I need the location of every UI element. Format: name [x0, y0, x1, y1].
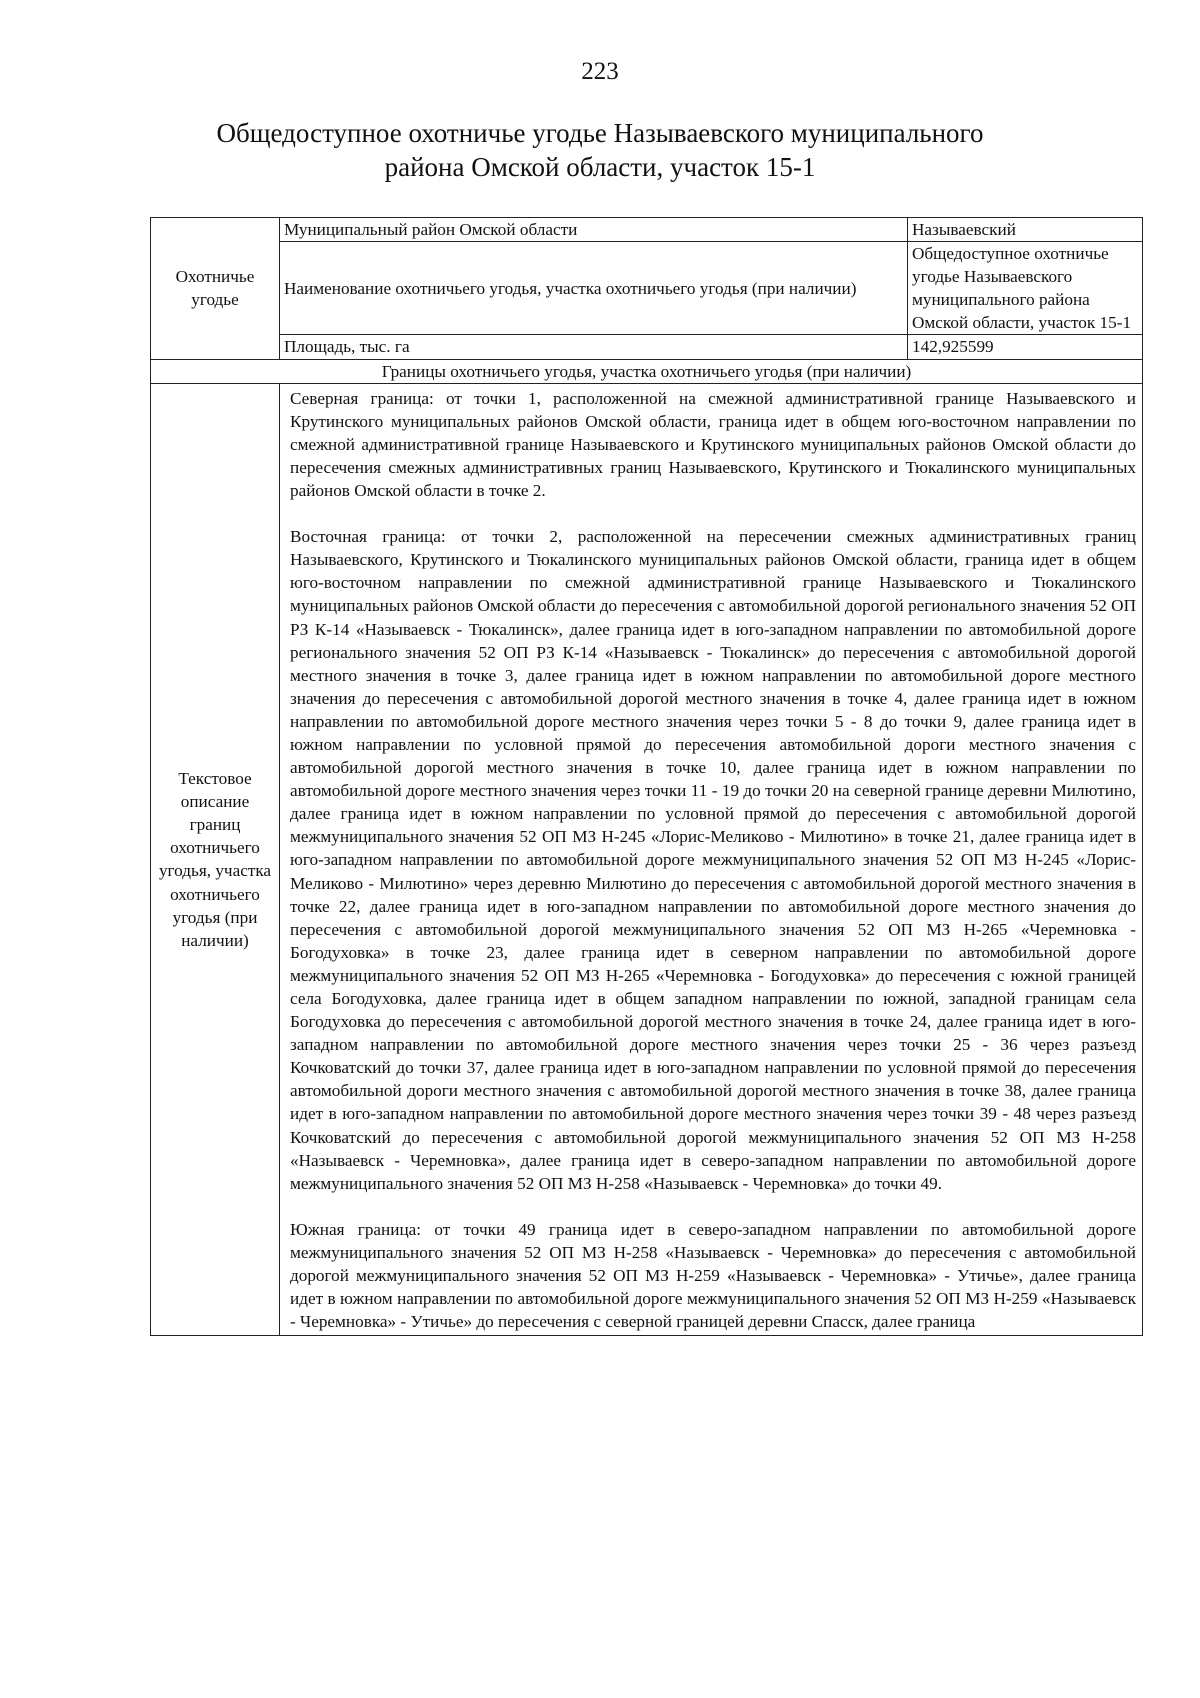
table-row [151, 218, 1143, 242]
title-line-1: Общедоступное охотничье угодье Называевского муниципального [216, 118, 984, 148]
area-field: Площадь, тыс. га [280, 335, 908, 359]
name-value: Общедоступное охотничье угодье Называевского муниципального района Омской области, участок 15-1 [908, 242, 1143, 335]
table-row [151, 359, 1143, 383]
north-boundary-text: Северная граница: от точки 1, расположенной на смежной административной границе Называевского и Крутинского муниципальных районов Омской области, граница идет в общем юго-восточном направлении по смежной административной границе Называевского и Крутинского муниципальных районов Омской области до пересечения смежных административных границ Называевского, Крутинского и Тюкалинского муниципальных районов Омской области в точке 2. [290, 388, 1136, 501]
document-title [0, 116, 1200, 184]
hunting-ground-label: Охотничье угодье [151, 218, 280, 360]
east-boundary-text: Восточная граница: от точки 2, расположенной на пересечении смежных административных границ Называевского, Крутинского и Тюкалинского муниципальных районов Омской области, граница идет в общем юго-восточном направлении по смежной административной границе Называевского и Тюкалинского муниципальных районов Омской области до пересечения с автомобильной дорогой регионального значения 52 ОП РЗ К-14 «Называевск - Тюкалинск», далее граница идет в юго-западном направлении по автомобильной дороге регионального значения 52 ОП РЗ К-14 «Называевск - Тюкалинск» до пересечения с автомобильной дорогой местного значения в точке 3, далее граница идет в южном направлении по автомобильной дороге местного значения до пересечения с автомобильной дорогой местного значения в точке 4, далее граница идет в южном направлении по автомобильной дороге местного значения через точки 5 - 8 до точки 9, далее граница идет в южном направлении по условной прямой до пересечения автомобильной дороги местного значения с автомобильной дорогой местного значения в точке 10, далее граница идет в южном направлении по автомобильной дороге местного значения через точки 11 - 19 до точки 20 на северной границе деревни Милютино, далее граница идет в южном направлении по условной прямой до пересечения с автомобильной дорогой межмуниципального значения 52 ОП МЗ Н-245 «Лорис-Меликово - Милютино» в точке 21, далее граница идет в юго-западном направлении по автомобильной дороге межмуниципального значения 52 ОП МЗ Н-245 «Лорис-Меликово - Милютино» через деревню Милютино до пересечения с автомобильной дорогой местного значения в точке 22, далее граница идет в юго-западном направлении по автомобильной дороге местного значения до пересечения с автомобильной дорогой межмуниципального значения 52 ОП МЗ Н-265 «Черемновка - Богодуховка» в точке 23, далее граница идет в северном направлении по автомобильной дороге межмуниципального значения 52 ОП МЗ Н-265 «Черемновка - Богодуховка» до пересечения с южной границей села Богодуховка, далее граница идет в общем западном направлении по южной, западной границам села Богодуховка до пересечения с автомобильной дорогой местного значения в точке 24, далее граница идет в юго-западном направлении по автомобильной дороге местного значения через точки 25 - 36 через разъезд Кочковатский до точки 37, далее граница идет в юго-западном направлении по условной прямой до пересечения автомобильной дороги местного значения с автомобильной дорогой местного значения в точке 38, далее граница идет в юго-западном направлении по автомобильной дороге местного значения через точки 39 - 48 через разъезд Кочковатский до пересечения с автомобильной дорогой межмуниципального значения 52 ОП МЗ Н-258 «Называевск - Черемновка», далее граница идет в северо-западном направлении по автомобильной дороге межмуниципального значения 52 ОП МЗ Н-258 «Называевск - Черемновка» до точки 49. [290, 527, 1136, 1193]
district-field: Муниципальный район Омской области [280, 218, 908, 242]
hunting-ground-table [150, 217, 1143, 1336]
table-row [151, 242, 1143, 335]
table-row [151, 383, 1143, 1336]
boundary-description [280, 383, 1143, 1336]
area-value: 142,925599 [908, 335, 1143, 359]
south-boundary-text: Южная граница: от точки 49 граница идет в северо-западном направлении по автомобильной дороге межмуниципального значения 52 ОП МЗ Н-258 «Называевск - Черемновка» до пересечения с автомобильной дорогой межмуниципального значения 52 ОП МЗ Н-259 «Называевск - Черемновка» - Утичье», далее граница идет в южном направлении по автомобильной дороге межмуниципального значения 52 ОП МЗ Н-259 «Называевск - Черемновка» - Утичье» до пересечения с северной границей деревни Спасск, далее граница [290, 1219, 1136, 1332]
table-row [151, 335, 1143, 359]
page-number: 223 [581, 58, 619, 85]
name-field: Наименование охотничьего угодья, участка охотничьего угодья (при наличии) [280, 242, 908, 335]
district-value: Называевский [908, 218, 1143, 242]
boundaries-header: Границы охотничьего угодья, участка охотничьего угодья (при наличии) [151, 359, 1143, 383]
description-label: Текстовое описание границ охотничьего угодья, участка охотничьего угодья (при наличии) [151, 383, 280, 1336]
title-line-2: района Омской области, участок 15-1 [384, 152, 816, 182]
